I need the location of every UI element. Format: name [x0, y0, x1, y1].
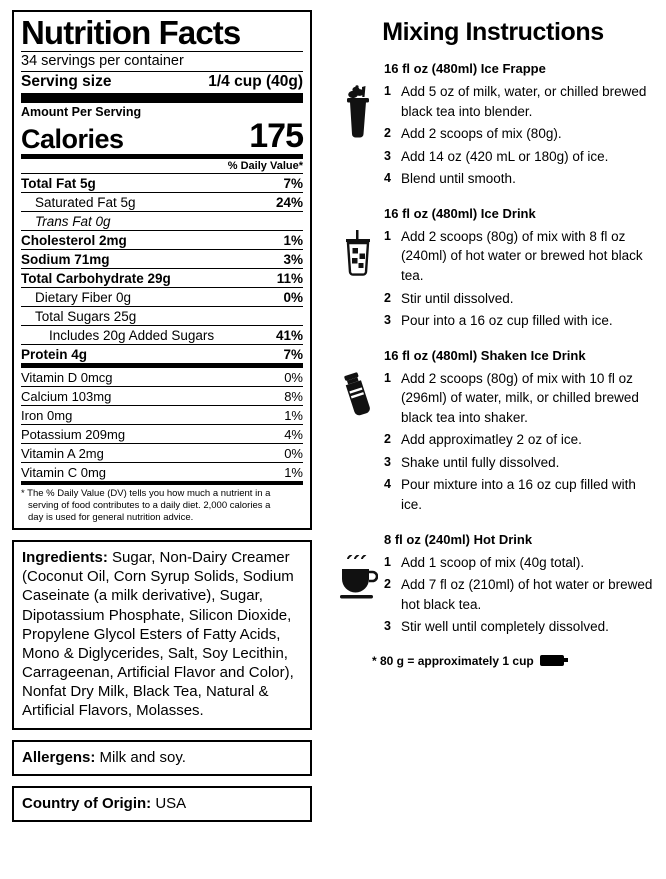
mixing-instructions-column: [326, 10, 654, 869]
table-row: [21, 406, 303, 425]
nutrient-name: Saturated Fat 5g: [35, 194, 136, 210]
step-text: Pour mixture into a 16 oz cup filled with ice.: [401, 477, 636, 512]
list-item: [384, 124, 654, 144]
table-row: [21, 288, 303, 307]
list-item: [384, 553, 654, 573]
footnote-line-3: day is used for general nutrition advice.: [28, 512, 194, 524]
nutrient-dv: 24%: [275, 194, 303, 210]
nutrient-dv: 4%: [284, 426, 303, 442]
table-row: [21, 212, 303, 231]
nutrient-dv: 41%: [275, 327, 303, 343]
daily-value-header: % Daily Value*: [227, 160, 303, 173]
serving-size-row: [21, 72, 303, 93]
serving-size-label: Serving size: [21, 73, 112, 91]
servings-per-container: 34 servings per container: [21, 53, 184, 70]
section-heading: 8 fl oz (240ml) Hot Drink: [384, 531, 533, 547]
amount-per-serving-label: Amount Per Serving: [21, 105, 142, 120]
table-row: [21, 463, 303, 482]
list-item: [384, 82, 654, 121]
step-number: 3: [384, 454, 391, 469]
list-item: [384, 289, 654, 309]
calories-label: Calories: [21, 124, 124, 155]
step-number: 3: [384, 148, 391, 163]
nutrient-name: Vitamin D 0mcg: [21, 369, 113, 385]
step-text: Add 7 fl oz (210ml) of hot water or brewed hot black tea.: [401, 577, 653, 612]
mixing-section-ice-drink: [332, 206, 654, 334]
nutrient-name: Iron 0mg: [21, 407, 73, 423]
nutrient-name: Cholesterol 2mg: [21, 232, 127, 248]
step-text: Add 2 scoops (80g) of mix with 10 fl oz (296ml) of water, milk, or chilled brewed black tea into shaker.: [401, 370, 639, 425]
list-item: [384, 575, 654, 614]
section-heading: 16 fl oz (480ml) Ice Drink: [384, 205, 536, 221]
step-text: Add 2 scoops (80g) of mix with 8 fl oz (240ml) of hot water or brewed hot black tea.: [401, 228, 643, 283]
scoop-footnote-text: * 80 g = approximately 1 cup: [372, 653, 534, 668]
table-row: [21, 368, 303, 387]
nutrient-dv: 1%: [284, 464, 303, 480]
nutrient-dv: 0%: [283, 289, 303, 305]
nutrient-dv: 1%: [283, 232, 303, 248]
step-number: 1: [384, 370, 391, 385]
section-heading: 16 fl oz (480ml) Shaken Ice Drink: [384, 347, 586, 363]
table-row: [21, 387, 303, 406]
mixing-section-hot-drink: [332, 532, 654, 640]
nutrient-name: Total Carbohydrate 29g: [21, 270, 171, 286]
step-number: 3: [384, 313, 391, 328]
step-text: Blend until smooth.: [401, 171, 516, 187]
nutrient-name: Potassium 209mg: [21, 426, 126, 442]
scoop-footnote: [372, 654, 654, 668]
origin-text: USA: [151, 794, 187, 812]
nutrient-name: Calcium 103mg: [21, 388, 112, 404]
nutrient-dv: 7%: [283, 346, 303, 362]
mixing-section-shaken-ice-drink: [332, 348, 654, 518]
table-row: [21, 444, 303, 463]
list-item: [384, 475, 654, 514]
nutrient-rows: [21, 173, 303, 363]
nutrition-facts-title: Nutrition Facts: [21, 14, 241, 51]
nutrition-facts-panel: [12, 10, 312, 530]
table-row: [21, 269, 303, 288]
ingredients-box: [12, 540, 312, 730]
table-row: [21, 173, 303, 193]
scoop-icon: [540, 655, 564, 666]
step-number: 2: [384, 290, 391, 305]
table-row: [21, 307, 303, 326]
list-item: [384, 453, 654, 473]
table-row: [21, 250, 303, 269]
table-row: [21, 345, 303, 363]
table-row: [21, 425, 303, 444]
footnote-line-1: * The % Daily Value (DV) tells you how much a nutrient in a: [21, 488, 271, 500]
list-item: [384, 369, 654, 428]
step-number: 1: [384, 84, 391, 98]
left-column: [12, 10, 312, 869]
list-item: [384, 227, 654, 286]
country-of-origin-box: [12, 786, 312, 822]
step-number: 4: [384, 171, 391, 186]
nutrient-name: Sodium 71mg: [21, 251, 110, 267]
table-row: [21, 326, 303, 345]
mixing-section-ice-frappe: [332, 61, 654, 192]
calories-row: [21, 119, 303, 154]
nutrient-name: Includes 20g Added Sugars: [49, 327, 215, 343]
ingredients-text: Sugar, Non-Dairy Creamer (Coconut Oil, Corn Syrup Solids, Sodium Caseinate (a milk derivative), Sugar, Dipotassium Phosphate, Silicon Dioxide, Propylene Glycol Esters of Fatty Acids, Mono & Diglycerides, Salt, Soy Lecithin, Carrageenan, Artificial Flavor and Color), Nonfat Dry Milk, Black Tea, Natural & Artificial Flavors, Molasses.: [22, 548, 294, 720]
footnote-line-2: serving of food contributes to a daily diet. 2,000 calories a: [28, 500, 271, 512]
origin-label: Country of Origin:: [22, 794, 152, 812]
table-row: [21, 193, 303, 212]
shaker-icon: [332, 369, 384, 518]
section-heading: 16 fl oz (480ml) Ice Frappe: [384, 61, 546, 76]
table-row: [21, 231, 303, 250]
step-text: Stir until dissolved.: [401, 290, 514, 306]
step-text: Shake until fully dissolved.: [401, 454, 560, 470]
step-number: 1: [384, 228, 391, 243]
allergens-label: Allergens:: [22, 748, 96, 766]
milkshake-icon: [332, 82, 384, 192]
allergens-box: [12, 740, 312, 776]
daily-value-footnote: [21, 485, 303, 524]
calories-value: 175: [249, 117, 303, 156]
nutrient-dv: 8%: [284, 388, 303, 404]
step-number: 4: [384, 477, 391, 492]
step-number: 2: [384, 577, 391, 592]
nutrient-dv: 0%: [284, 369, 303, 385]
nutrient-name: Protein 4g: [21, 346, 88, 362]
step-text: Add 5 oz of milk, water, or chilled brewed black tea into blender.: [401, 84, 647, 119]
list-item: [384, 169, 654, 189]
step-text: Add 1 scoop of mix (40g total).: [401, 554, 585, 570]
list-item: [384, 430, 654, 450]
nutrient-dv: 0%: [284, 445, 303, 461]
hot-cup-icon: [332, 553, 384, 640]
step-number: 2: [384, 126, 391, 141]
nutrient-dv: 1%: [284, 407, 303, 423]
step-text: Pour into a 16 oz cup filled with ice.: [401, 313, 613, 329]
list-item: [384, 147, 654, 167]
iced-cup-icon: [332, 227, 384, 334]
step-number: 1: [384, 554, 391, 569]
allergens-text: Milk and soy.: [95, 748, 186, 766]
nutrient-name: Total Sugars 25g: [35, 308, 137, 324]
step-text: Stir well until completely dissolved.: [401, 619, 609, 635]
step-text: Add approximatley 2 oz of ice.: [401, 432, 582, 448]
list-item: [384, 311, 654, 331]
nutrient-name: Vitamin A 2mg: [21, 445, 104, 461]
mixing-instructions-title: Mixing Instructions: [382, 18, 604, 46]
vitamin-rows: [21, 368, 303, 482]
list-item: [384, 617, 654, 637]
serving-size-value: 1/4 cup (40g): [208, 73, 303, 91]
nutrient-name: Vitamin C 0mg: [21, 464, 107, 480]
nutrient-name: Dietary Fiber 0g: [35, 289, 132, 305]
nutrient-dv: 7%: [283, 175, 303, 191]
nutrient-dv: 11%: [276, 270, 303, 286]
nutrient-dv: 3%: [283, 251, 303, 267]
nutrient-name: Trans Fat 0g: [35, 213, 111, 229]
ingredients-label: Ingredients:: [22, 548, 108, 566]
step-number: 2: [384, 432, 391, 447]
step-number: 3: [384, 619, 391, 634]
nutrient-name: Total Fat 5g: [21, 175, 96, 191]
step-text: Add 14 oz (420 mL or 180g) of ice.: [401, 148, 609, 164]
step-text: Add 2 scoops of mix (80g).: [401, 126, 562, 142]
